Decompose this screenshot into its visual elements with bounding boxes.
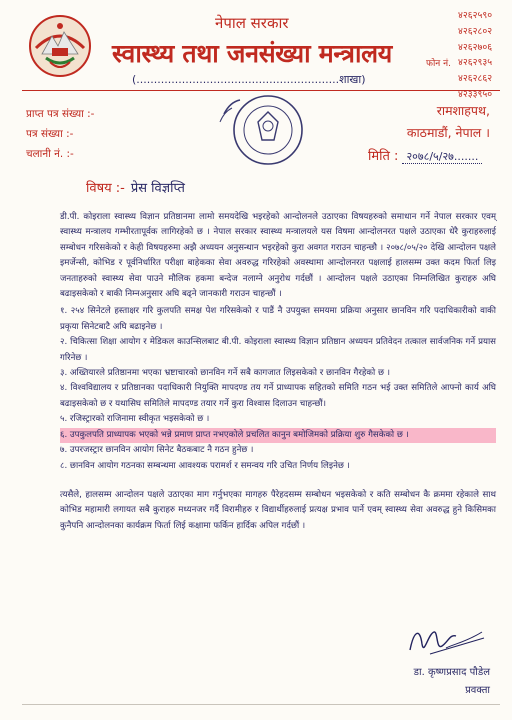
closing-paragraph: त्यसैले, हालसम्म आन्दोलन पक्षले उठाएका माग गर्नुभएका मागहरु पैरेहदसम्म सम्बोधन भइसकेको र कति सम्बोधन कै क्रममा रहेकाले साथ कोभिड महामारी लगायत सबै कुराहरु मध्यनजर गर्दै विरामीहरु र विद्यार्थीहरुलाई प्रत्यक्ष प्रभाव पार्ने एवम् स्वास्थ्य सेवा अवरुद्ध हुने किसिमका कुनैपनि आन्दोलनका कार्यक्रम फिर्ता लिई कक्षामा फर्किन हार्दिक अपिल गर्दछौं । <box>60 489 496 531</box>
phone-number: ४२३३९५० <box>458 88 493 100</box>
points-list <box>60 304 496 473</box>
signatory-block <box>414 664 490 700</box>
subject-line <box>86 178 185 196</box>
branch-line: (..........................................................शाखा) <box>132 73 366 86</box>
signatory-name: डा. कृष्णप्रसाद पौडेल <box>413 667 490 678</box>
phone-number: ४२६२७०६ <box>458 41 493 53</box>
intro-paragraph: डी.पी. कोइराला स्वास्थ्य विज्ञान प्रतिष्ठानमा लामो समयदेखि भइरहेको आन्दोलनले उठाएका विषयहरुको समाधान गर्ने नेपाल सरकार एवम् स्वास्थ्य मन्त्रालय गम्भीरतापूर्वक लागिरहेको छ । नेपाल सरकार स्वास्थ्य मन्त्रालयले यस विषमा आन्दोलनरत पक्षले उठाएका धेरै कुराहरुलाई सम्बोधन गरिसकेको र केही विषयहरुमा अझै अध्ययन अनुसन्धान भइरहेको कुरा अवगत गराउन चाहन्छौ । २०७८/०५/२० देखि आन्दोलन पक्षले इमर्जेन्सी, कोभिड र पूर्वनिर्धारित परीक्षा बाहेकका सेवा अवरुद्ध गरिरहेको अवस्थामा आन्दोलनरत पक्षलाई हालसम्म उक्त कदम फिर्ता लिइ जनताहरुको स्वास्थ्य सेवा पाउने मौलिक हकमा बन्देज नलाग्ने अनुरोध गर्दछौं । आन्दोलन पक्षले उठाएका निम्नलिखित कुराहरु अघि बढाइसकेको र बाकी निम्नअनुसार अघि बढ्ने जानकारी गराउन चाहन्छौं । <box>60 212 496 300</box>
header-divider <box>22 90 500 91</box>
phone-numbers <box>458 8 506 103</box>
dispatch-number: चलानी नं. :- <box>26 148 74 160</box>
address-street: रामशाहपथ, <box>436 103 490 118</box>
subject-label: विषय :- <box>86 181 125 196</box>
letter-body <box>60 210 496 536</box>
list-item: ७. उपरजस्ट्रार छानविन आयोग सिनेट बैठकबाट नै गठन हुनेछ । <box>60 445 254 456</box>
office-seal-stamp <box>210 92 320 168</box>
letter-number: पत्र संख्या :- <box>26 128 74 140</box>
date-value: २०७८/५/२७....... <box>402 150 482 164</box>
address-city: काठमाडौं, नेपाल । <box>406 125 490 140</box>
nepal-emblem-icon <box>28 14 92 78</box>
footer-line <box>22 704 500 705</box>
ministry-name: स्वास्थ्य तथा जनसंख्या मन्त्रालय <box>112 39 393 68</box>
list-item: ५. रजिस्ट्रारको राजिनामा स्वीकृत भइसकेको छ । <box>60 414 210 425</box>
list-item: १. २५४ सिनेटले हस्ताक्षर गरि कुलपति समक्ष पेश गरिसकेको र पाडैं नै उपयुक्त समयमा प्रक्रिया अनुसार छानविन गरि पदाधिकारीको वाकी प्रकृया सिनेटबाटै अघि बढाइनेछ । <box>60 306 496 332</box>
phone-number: ४२६२८०२ <box>458 25 493 37</box>
phone-number: ४२६२८६२ <box>458 73 493 85</box>
date-line <box>368 146 482 164</box>
phone-label: फोन नं. <box>426 59 451 69</box>
list-item: २. चिकित्सा शिक्षा आयोग र मेडिकल काउन्सिलबाट बी.पी. कोइराला स्वास्थ्य विज्ञान प्रतिष्ठान अध्ययन प्रतिवेदन तत्काल सार्वजनिक गर्ने प्रयास गरिनेछ । <box>60 337 496 363</box>
subject-value: प्रेस विज्ञप्ति <box>130 181 185 196</box>
office-address <box>407 100 490 144</box>
signatory-role: प्रवक्ता <box>465 685 490 696</box>
received-letter-number: प्राप्त पत्र संख्या :- <box>26 108 95 120</box>
list-item: ३. अख्तियारले प्रतिष्ठानमा भएका भ्रष्टाचारको छानविन गर्ने सबै कागजात लिइसकेको र छानविन गैरहेको छ । <box>60 368 390 379</box>
phone-number: ४२६२९३५ <box>458 57 493 69</box>
list-item: ८. छानविन आयोग गठनका सम्बन्धमा आवश्यक परामर्श र समन्वय गरि उचित निर्णय लिइनेछ । <box>60 460 350 471</box>
date-label: मिति : <box>368 149 399 164</box>
list-item-highlighted: ६. उपकुलपति प्राध्यापक भएको भन्ने प्रमाण प्राप्त नभएकोले प्रचलित कानुन बमोजिमको प्रक्रिया शुरु गैसकेको छ । <box>60 428 496 443</box>
reference-fields <box>26 104 94 164</box>
government-name: नेपाल सरकार <box>215 14 289 32</box>
handwritten-signature <box>400 620 490 664</box>
list-item: ४. विश्वविद्यालय र प्रतिष्ठानका पदाधिकारी नियुक्ति मापदण्ड तय गर्ने प्राध्यापक सहितको समिति गठन भई उक्त समितिले आफ्नो कार्य अघि बढाइसकेको छ र यथासिघ समितिले मापदण्ड तयार गर्ने कुरा विश्वास दिलाउन चाहन्छौं। <box>60 383 496 409</box>
phone-number: ४२६२५९० <box>458 10 493 21</box>
